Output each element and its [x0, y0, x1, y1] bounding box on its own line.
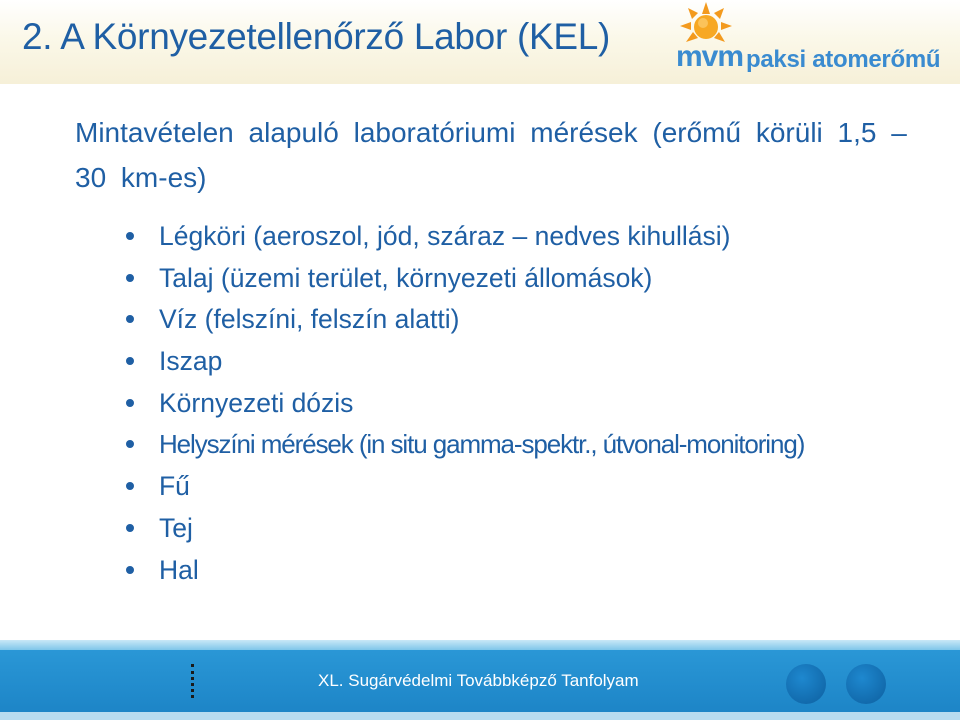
list-item	[0, 258, 960, 300]
list-item-text: Talaj (üzemi terület, környezeti állomások)	[159, 262, 653, 293]
bullet-icon	[126, 482, 134, 490]
footer-highlight-strip	[0, 640, 960, 650]
list-item	[0, 550, 960, 592]
footer-text: XL. Sugárvédelmi Továbbképző Tanfolyam	[318, 671, 639, 690]
list-item-text: Környezeti dózis	[159, 387, 354, 418]
logo-mvm-text: mvm	[676, 40, 744, 73]
header-bar	[0, 0, 960, 84]
list-item	[0, 216, 960, 258]
list-item	[0, 424, 960, 466]
bullet-icon	[126, 524, 134, 532]
bullet-list	[0, 216, 960, 591]
circle-icon	[786, 664, 826, 704]
bullet-icon	[126, 274, 134, 282]
list-item-text: Fű	[159, 471, 190, 502]
logo-name-text: paksi atomerőmű	[746, 46, 941, 73]
circle-icon	[846, 664, 886, 704]
list-item-text: Víz (felszíni, felszín alatti)	[159, 304, 460, 335]
subtitle: Mintavételen alapuló laboratóriumi mérések (erőmű körüli 1,5 – 30 km-es)	[75, 117, 907, 193]
footer-bottom-strip	[0, 712, 960, 720]
bullet-icon	[126, 357, 134, 365]
list-item-text: Hal	[159, 554, 199, 585]
list-item-text: Tej	[159, 512, 193, 543]
bullet-icon	[126, 315, 134, 323]
list-item	[0, 341, 960, 383]
list-item	[0, 508, 960, 550]
paks-logo	[664, 2, 960, 82]
bullet-icon	[126, 440, 134, 448]
dotted-divider	[191, 664, 194, 698]
slide-title: 2. A Környezetellenőrző Labor (KEL)	[22, 16, 611, 57]
bullet-icon	[126, 232, 134, 240]
list-item	[0, 383, 960, 425]
bullet-icon	[126, 566, 134, 574]
list-item-text: Helyszíni mérések (in situ gamma-spektr., útvonal-monitoring)	[159, 429, 805, 460]
list-item-text: Iszap	[159, 346, 223, 377]
list-item-text: Légköri (aeroszol, jód, száraz – nedves kihullási)	[159, 221, 731, 251]
list-item	[0, 466, 960, 508]
footer-bar	[0, 640, 960, 720]
list-item	[0, 299, 960, 341]
bullet-icon	[126, 399, 134, 407]
